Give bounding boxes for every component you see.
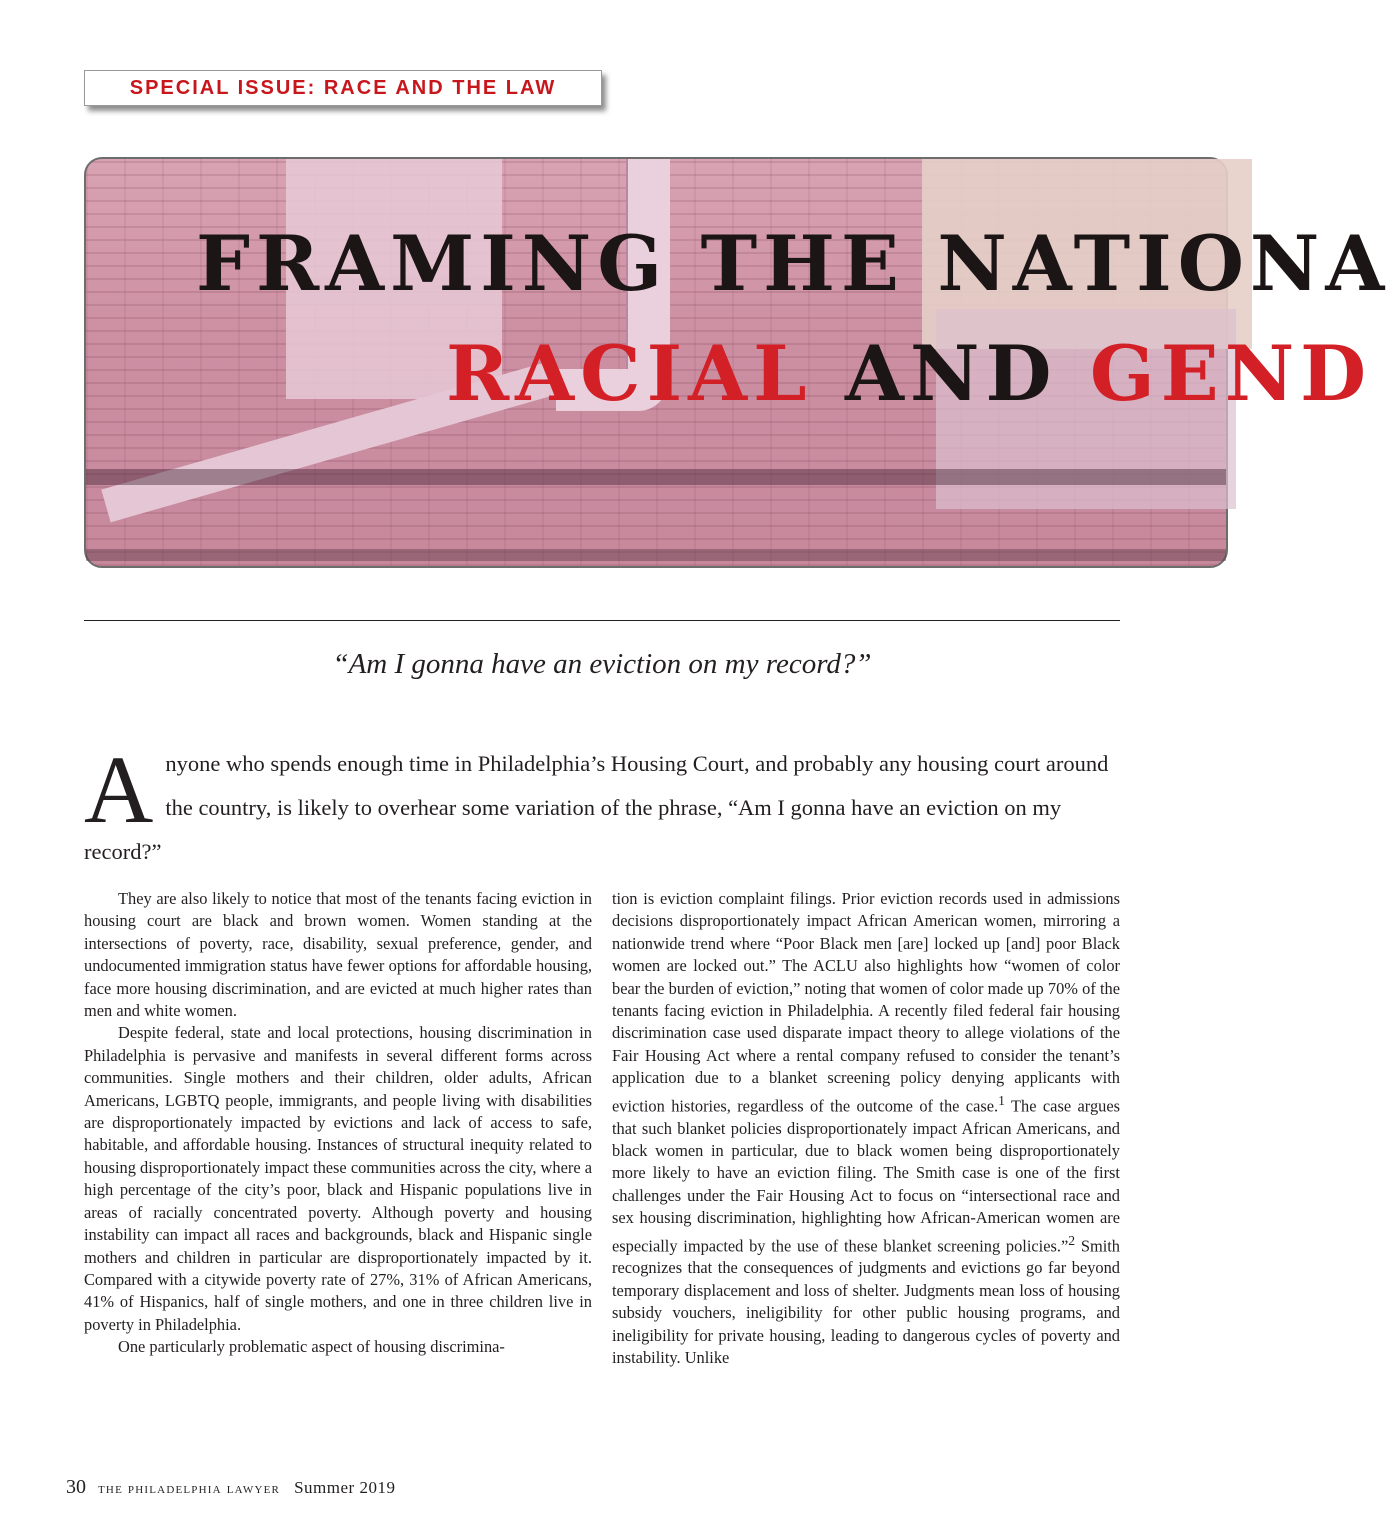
body-text: tion is eviction complaint filings. Prior eviction records used in admissions decisions disproportionately impact African American women, mirroring a nationwide trend where “Poor Black men [are] locked up [and] poor Black women are locked out.” The ACLU also highlights how “women of color bear the burden of eviction,” noting that women of color made up 70% of the tenants facing eviction in Philadelphia. A recently filed federal fair housing discrimination case used disparate impact theory to allege violations of the Fair Housing Act where a rental company refused to consider the tenant’s application due to a blanket screening policy denying applicants with eviction histories, regardless of the outcome of the case. — [612, 889, 1120, 1116]
section-tag-label: SPECIAL ISSUE: RACE AND THE LAW — [129, 76, 557, 99]
headline-word-and: AND — [845, 329, 1058, 418]
footnote-marker: 1 — [998, 1092, 1005, 1108]
page-footer — [66, 1476, 395, 1499]
section-tag — [84, 70, 602, 106]
lead-text: nyone who spends enough time in Philadelphia’s Housing Court, and probably any housing court around the country, is likely to overhear some variation of the phrase, “Am I gonna have an eviction on my record?” — [84, 751, 1109, 864]
publication-name: the philadelphia lawyer — [98, 1481, 281, 1497]
wall-stain — [86, 469, 1226, 485]
footnote-marker: 2 — [1068, 1232, 1076, 1248]
wall-stain-lower — [86, 549, 1226, 561]
body-paragraph: Despite federal, state and local protections, housing discrimination in Philadelphia is pervasive and manifests in several different forms across communities. Single mothers and their children, older adults, African Americans, LGBTQ people, immigrants, and people living with disabilities are disproportionately impacted by evictions and lack of access to safe, habitable, and affordable housing. Instances of structural inequity related to housing disproportionately impact these communities across the city, where a high percentage of the city’s poor, black and Hispanic populations live in areas of racially concentrated poverty. Although poverty and housing instability can impact all races and backgrounds, black and Hispanic single mothers and children in particular are disproportionately impacted by it. Compared with a citywide poverty rate of 27%, 31% of African Americans, 41% of Hispanics, half of single mothers, and one in three children live in poverty in Philadelphia. — [84, 1023, 592, 1334]
page-number: 30 — [66, 1476, 86, 1498]
lead-paragraph — [84, 736, 1124, 874]
headline-line1: FRAMING THE NATIONA — [196, 219, 1390, 308]
body-text: The case argues that such blanket policies disproportionately impact African Americans, and black women in particular, due to black women being disproportionately more likely to have an eviction filing. The Smith case is one of the first challenges under the Fair Housing Act to focus on “intersectional race and sex housing discrimination, highlighting how African-American women are especially impacted by the use of these blanket screening policies.” — [612, 1096, 1120, 1256]
headline-word-gender: GEND — [1089, 329, 1373, 418]
issue-date: Summer 2019 — [294, 1478, 396, 1497]
body-text: Smith recognizes that the consequences of judgments and evictions go far beyond temporary displacement and loss of shelter. Judgments mean loss of housing subsidy vouchers, ineligibility for other public housing programs, and ineligibility for private housing, leading to dangerous cycles of poverty and instability. Unlike — [612, 1236, 1121, 1368]
pull-quote: “Am I gonna have an eviction on my record?” — [332, 648, 872, 680]
drop-cap: A — [84, 736, 154, 843]
headline-line2 — [446, 329, 1372, 418]
divider-rule — [84, 620, 1120, 621]
body-paragraph-continued — [612, 888, 1120, 1369]
hero-image — [84, 157, 1390, 568]
body-paragraph: They are also likely to notice that most of the tenants facing eviction in housing court are black and brown women. Women standing at the intersections of poverty, race, disability, sexual preference, gender, and undocumented immigration status have fewer options for affordable housing, face more housing discrimination, and are evicted at much higher rates than men and white women. — [84, 889, 592, 1021]
body-column-right — [612, 888, 1120, 1369]
body-column-left — [84, 888, 592, 1359]
headline-word-racial: RACIAL — [446, 329, 813, 418]
body-paragraph: One particularly problematic aspect of housing discrimina- — [118, 1337, 505, 1357]
